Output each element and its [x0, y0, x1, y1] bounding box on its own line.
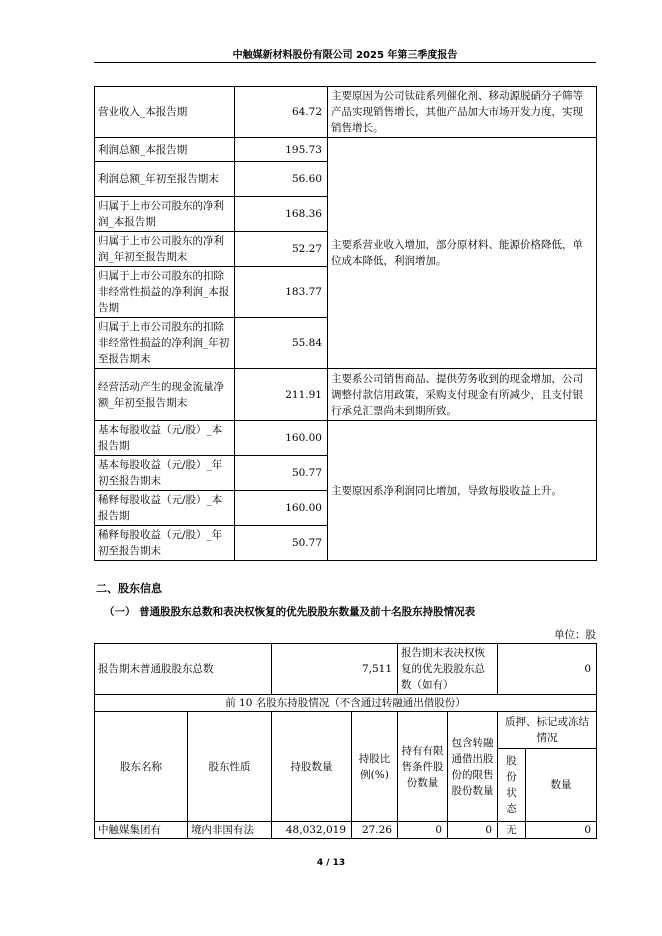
item-cell: 归属于上市公司股东的扣除非经常性损益的净利润_本报告期	[95, 267, 235, 318]
top10-title: 前 10 名股东持股情况（不含通过转融通出借股份）	[95, 695, 597, 712]
change-reason-table	[94, 86, 597, 561]
value-cell: 160.00	[235, 421, 328, 456]
item-cell: 归属于上市公司股东的净利润_年初至报告期末	[95, 232, 235, 267]
total-holders-value: 7,511	[272, 644, 398, 695]
item-cell: 稀释每股收益（元/股）_本报告期	[95, 491, 235, 526]
section-title: 二、股东信息	[96, 582, 162, 595]
reason-cell: 主要原因系净利润同比增加，导致每股收益上升。	[328, 421, 597, 561]
page-number: 4 / 13	[316, 858, 346, 868]
page-header: 中触媒新材料股份有限公司 2025 年第三季度报告	[232, 50, 458, 61]
pref-holders-label: 报告期末表决权恢复的优先股股东总数（如有）	[398, 644, 498, 695]
item-cell: 稀释每股收益（元/股）_年初至报告期末	[95, 526, 235, 561]
value-cell: 50.77	[235, 526, 328, 561]
item-cell: 基本每股收益（元/股）_本报告期	[95, 421, 235, 456]
item-cell: 营业收入_本报告期	[95, 87, 235, 138]
item-cell: 归属于上市公司股东的净利润_本报告期	[95, 197, 235, 232]
value-cell: 56.60	[235, 162, 328, 197]
header-shares: 持股数量	[272, 712, 352, 822]
reason-cell: 主要系公司销售商品、提供劳务收到的现金增加，公司调整付款信用政策，采购支付现金有所减少，且支付银行承兑汇票尚未到期所致。	[328, 369, 597, 421]
item-cell: 基本每股收益（元/股）_年初至报告期末	[95, 456, 235, 491]
item-cell: 经营活动产生的现金流量净额_年初至报告期末	[95, 369, 235, 421]
header-restricted: 持有有限售条件股份数量	[398, 712, 448, 822]
reason-cell: 主要原因为公司钛硅系列催化剂、移动源脱硝分子筛等产品实现销售增长，其他产品加大市场开发力度，实现销售增长。	[328, 87, 597, 138]
holder-pledge-status: 无	[498, 822, 526, 839]
pref-holders-value: 0	[498, 644, 597, 695]
item-cell: 归属于上市公司股东的扣除非经常性损益的净利润_年初至报告期末	[95, 318, 235, 369]
holder-pledge-qty: 0	[526, 822, 597, 839]
value-cell: 211.91	[235, 369, 328, 421]
value-cell: 64.72	[235, 87, 328, 138]
value-cell: 55.84	[235, 318, 328, 369]
holder-nature: 境内非国有法	[188, 822, 272, 839]
holder-restricted: 0	[398, 822, 448, 839]
header-nature: 股东性质	[188, 712, 272, 822]
header-pledge-status: 股份状态	[498, 749, 526, 822]
section-subtitle: （一） 普通股股东总数和表决权恢复的优先股股东数量及前十名股东持股情况表	[104, 606, 476, 618]
header-pledge-qty: 数量	[526, 749, 597, 822]
value-cell: 50.77	[235, 456, 328, 491]
total-holders-label: 报告期末普通股股东总数	[95, 644, 272, 695]
item-cell: 利润总额_年初至报告期末	[95, 162, 235, 197]
value-cell: 195.73	[235, 138, 328, 162]
reason-cell: 主要系营业收入增加，部分原材料、能源价格降低，单位成本降低，利润增加。	[328, 138, 597, 369]
value-cell: 160.00	[235, 491, 328, 526]
value-cell: 52.27	[235, 232, 328, 267]
value-cell: 168.36	[235, 197, 328, 232]
holder-shares: 48,032,019	[272, 822, 352, 839]
header-lent: 包含转融通借出股份的限售股份数量	[448, 712, 498, 822]
holder-name: 中触媒集团有	[95, 822, 188, 839]
header-rule	[94, 62, 596, 63]
header-ratio: 持股比例(%)	[352, 712, 398, 822]
holder-lent: 0	[448, 822, 498, 839]
shareholder-table	[94, 643, 597, 839]
value-cell: 183.77	[235, 267, 328, 318]
holder-ratio: 27.26	[352, 822, 398, 839]
unit-label: 单位：股	[554, 629, 596, 641]
item-cell: 利润总额_本报告期	[95, 138, 235, 162]
header-pledge: 质押、标记或冻结情况	[498, 712, 597, 749]
header-name: 股东名称	[95, 712, 188, 822]
